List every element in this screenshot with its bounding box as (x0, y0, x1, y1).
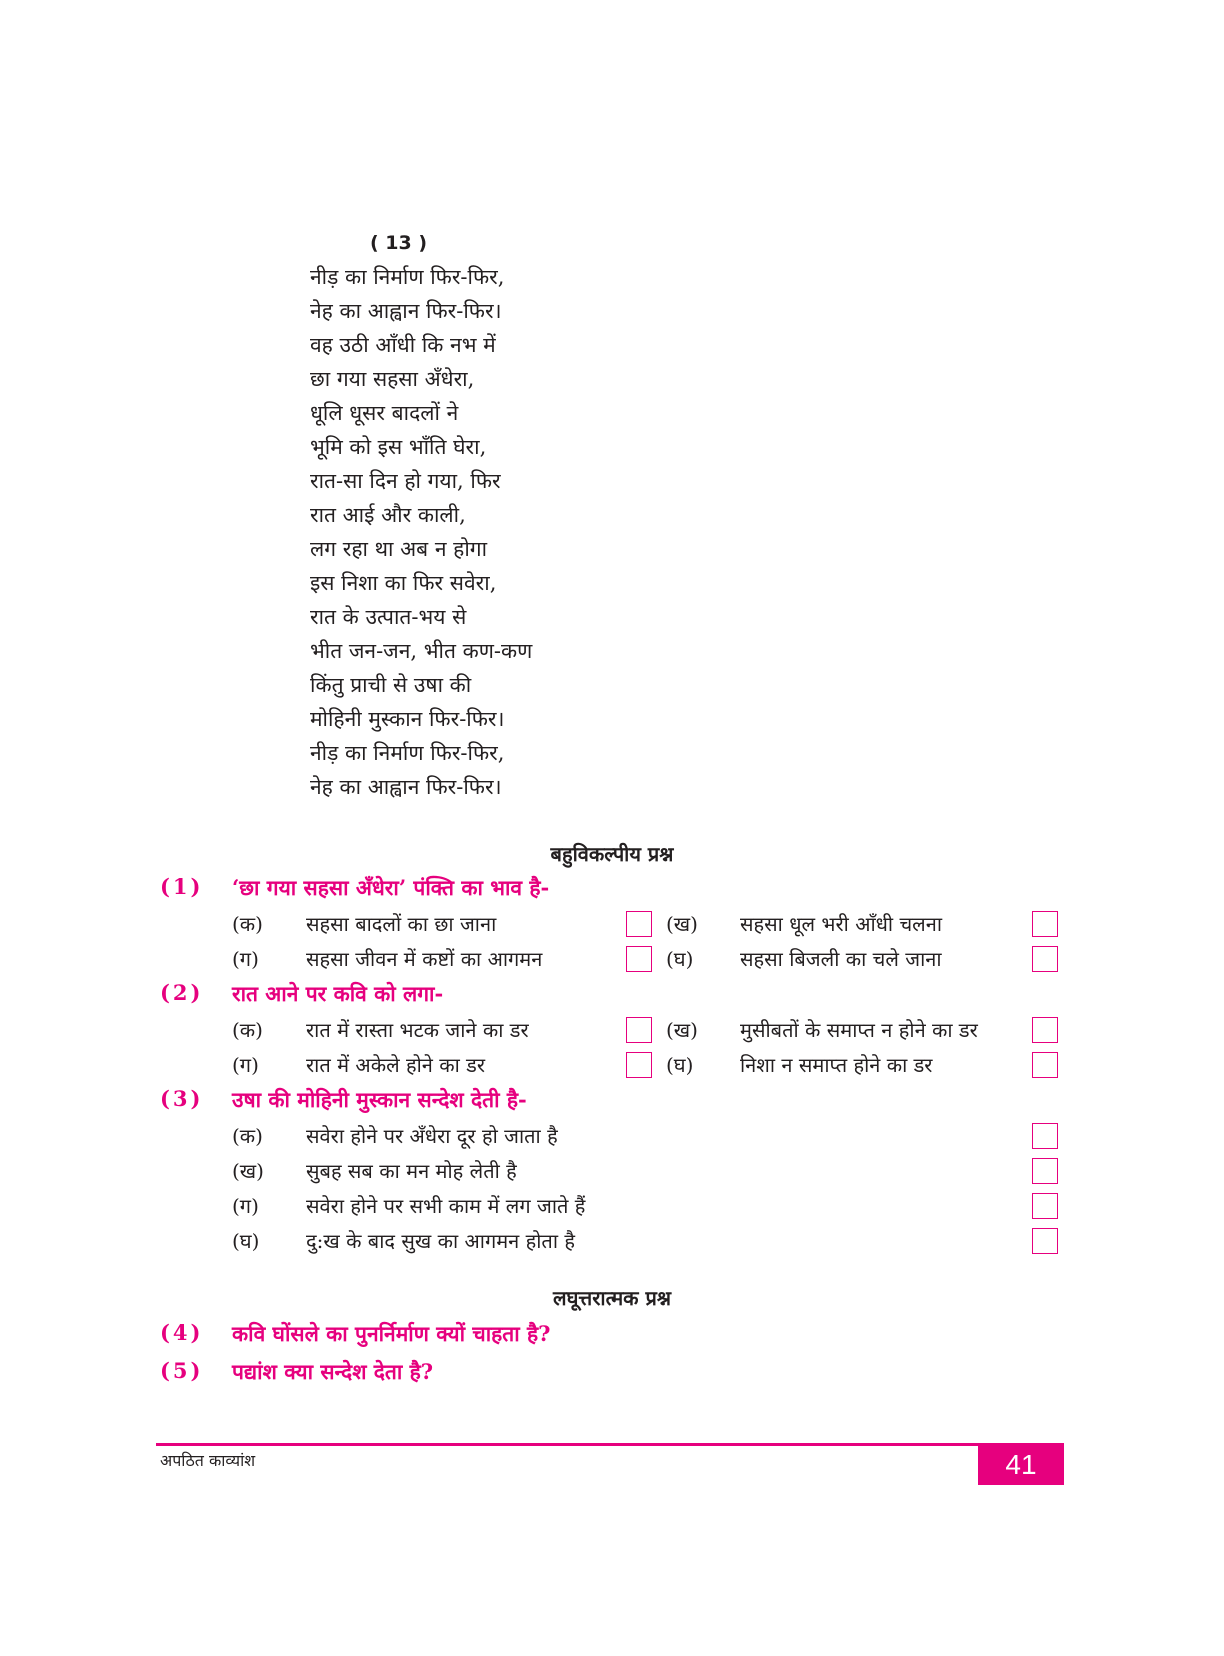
poem-line: नेह का आह्वान फिर-फिर। (310, 775, 502, 799)
option-label: (ख) (666, 1018, 698, 1042)
question-text: उषा की मोहिनी मुस्कान सन्देश देती है- (232, 1087, 527, 1112)
mcq-heading: बहुविकल्पीय प्रश्न (550, 842, 674, 866)
poem-line: वह उठी आँधी कि नभ में (310, 333, 496, 357)
question-text: ‘छा गया सहसा अँधेरा’ पंक्ति का भाव है- (232, 875, 550, 900)
poem-line: नीड़ का निर्माण फिर-फिर, (310, 265, 505, 289)
poem-line: रात-सा दिन हो गया, फिर (310, 469, 501, 493)
option-label: (क) (232, 1124, 263, 1148)
option-label: (क) (232, 912, 263, 936)
answer-checkbox[interactable] (626, 1017, 652, 1043)
poem-line: भूमि को इस भाँति घेरा, (310, 435, 487, 459)
poem-number: ( 13 ) (370, 232, 428, 254)
question-number: (1) (160, 874, 204, 899)
option-label: (क) (232, 1018, 263, 1042)
option-text: निशा न समाप्त होने का डर (740, 1053, 933, 1077)
option-text: सहसा बिजली का चले जाना (740, 947, 942, 971)
footer-section-title: अपठित काव्यांश (160, 1451, 256, 1470)
poem-line: इस निशा का फिर सवेरा, (310, 571, 497, 595)
option-label: (घ) (232, 1229, 260, 1253)
question-number: (3) (160, 1086, 204, 1111)
question-number: (5) (160, 1358, 204, 1383)
question-text: रात आने पर कवि को लगा- (232, 981, 444, 1006)
poem-line: लग रहा था अब न होगा (310, 537, 488, 561)
option-text: सहसा जीवन में कष्टों का आगमन (306, 947, 543, 971)
poem-line: रात आई और काली, (310, 503, 466, 527)
poem-line: नेह का आह्वान फिर-फिर। (310, 299, 502, 323)
answer-checkbox[interactable] (1032, 946, 1058, 972)
question-number: (2) (160, 980, 204, 1005)
option-text: सहसा बादलों का छा जाना (306, 912, 497, 936)
footer-rule (156, 1443, 1064, 1446)
option-text: सहसा धूल भरी आँधी चलना (740, 912, 943, 936)
short-answer-heading: लघूत्तरात्मक प्रश्न (553, 1286, 671, 1310)
option-text: सवेरा होने पर अँधेरा दूर हो जाता है (306, 1124, 558, 1148)
option-text: रात में अकेले होने का डर (306, 1053, 486, 1077)
poem-line: किंतु प्राची से उषा की (310, 673, 472, 697)
question-text: पद्यांश क्या सन्देश देता है? (232, 1359, 434, 1384)
poem-line: छा गया सहसा अँधेरा, (310, 367, 475, 391)
option-text: दु:ख के बाद सुख का आगमन होता है (306, 1229, 575, 1253)
option-text: रात में रास्ता भटक जाने का डर (306, 1018, 529, 1042)
answer-checkbox[interactable] (626, 1052, 652, 1078)
question-text: कवि घोंसले का पुनर्निर्माण क्यों चाहता है? (232, 1321, 551, 1346)
option-label: (ग) (232, 947, 259, 971)
answer-checkbox[interactable] (1032, 1158, 1058, 1184)
option-label: (घ) (666, 1053, 694, 1077)
poem-line: मोहिनी मुस्कान फिर-फिर। (310, 707, 505, 731)
poem-line: भीत जन-जन, भीत कण-कण (310, 639, 533, 663)
poem-line: धूलि धूसर बादलों ने (310, 401, 459, 425)
answer-checkbox[interactable] (1032, 1228, 1058, 1254)
option-label: (घ) (666, 947, 694, 971)
answer-checkbox[interactable] (1032, 911, 1058, 937)
option-text: सुबह सब का मन मोह लेती है (306, 1159, 517, 1183)
answer-checkbox[interactable] (626, 911, 652, 937)
answer-checkbox[interactable] (626, 946, 652, 972)
option-label: (ख) (232, 1159, 264, 1183)
answer-checkbox[interactable] (1032, 1017, 1058, 1043)
answer-checkbox[interactable] (1032, 1193, 1058, 1219)
option-label: (ग) (232, 1053, 259, 1077)
page-number: 41 (978, 1445, 1064, 1485)
option-text: मुसीबतों के समाप्त न होने का डर (740, 1018, 978, 1042)
option-label: (ख) (666, 912, 698, 936)
answer-checkbox[interactable] (1032, 1123, 1058, 1149)
option-text: सवेरा होने पर सभी काम में लग जाते हैं (306, 1194, 586, 1218)
poem-line: रात के उत्पात-भय से (310, 605, 467, 629)
question-number: (4) (160, 1320, 204, 1345)
poem-line: नीड़ का निर्माण फिर-फिर, (310, 741, 505, 765)
answer-checkbox[interactable] (1032, 1052, 1058, 1078)
option-label: (ग) (232, 1194, 259, 1218)
